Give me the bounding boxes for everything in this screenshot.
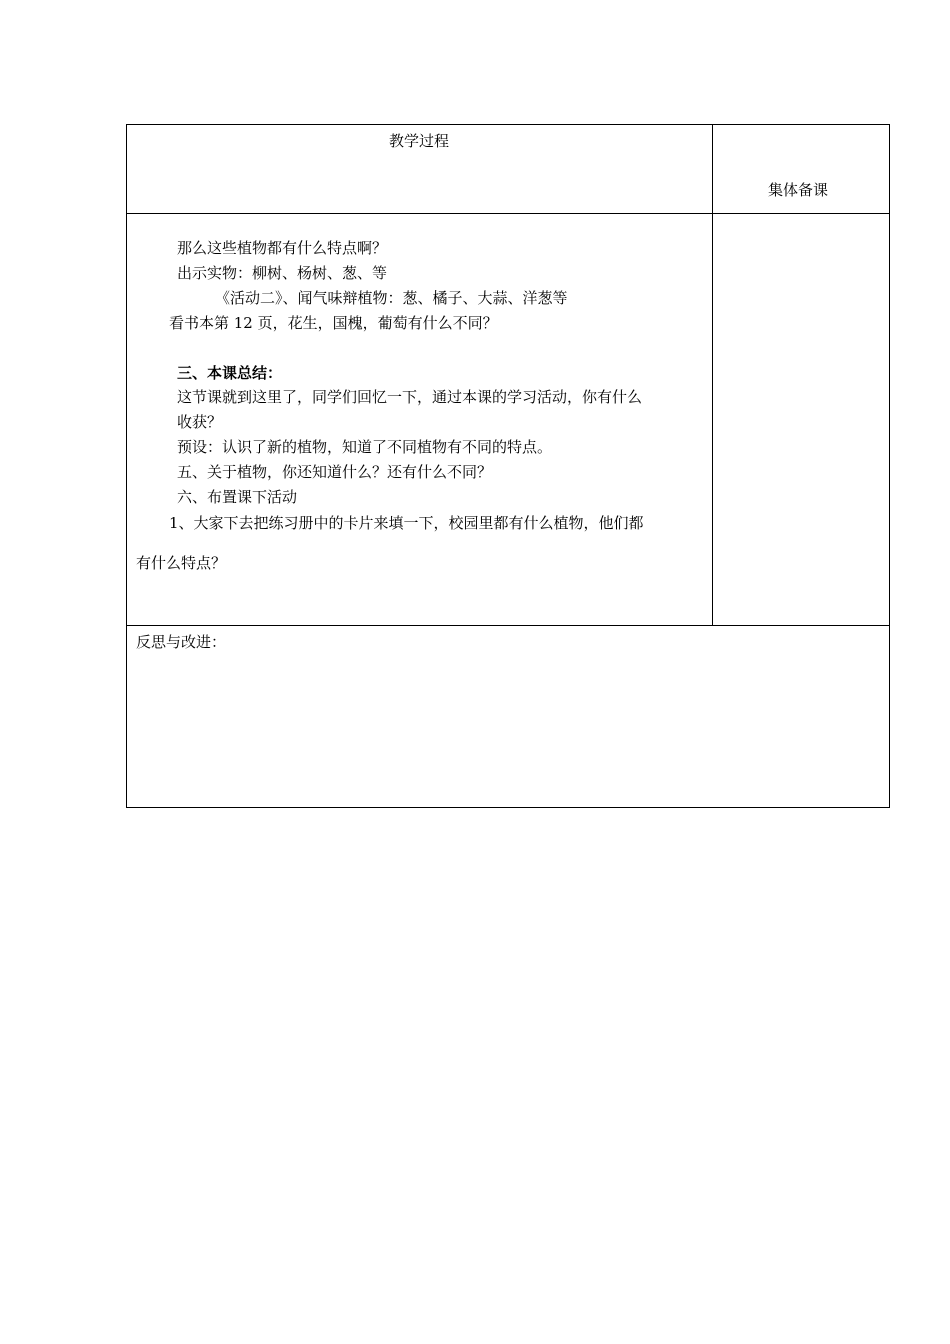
reflection-row-divider [127, 625, 889, 626]
content-line: 这节课就到这里了，同学们回忆一下，通过本课的学习活动，你有什么 [177, 388, 643, 406]
teaching-process-header: 教学过程 [389, 132, 450, 150]
content-line: 《活动二》、闻气味辩植物：葱、橘子、大蒜、洋葱等 [215, 289, 568, 307]
content-line: 那么这些植物都有什么特点啊？ [177, 239, 388, 257]
header-row-divider [127, 213, 889, 214]
column-divider [712, 125, 713, 625]
content-line: 预设：认识了新的植物，知道了不同植物有不同的特点。 [177, 438, 553, 456]
section-heading: 三、本课总结： [177, 364, 283, 382]
content-line: 有什么特点？ [136, 554, 227, 572]
collective-prep-header: 集体备课 [768, 181, 829, 199]
lesson-plan-table [126, 124, 890, 808]
content-line: 六、布置课下活动 [177, 488, 298, 506]
content-line: 收获？ [177, 413, 223, 431]
content-line: 五、关于植物，你还知道什么？还有什么不同？ [177, 463, 493, 481]
content-line: 看书本第 12 页，花生，国槐，葡萄有什么不同？ [169, 314, 498, 332]
reflection-label: 反思与改进： [136, 633, 227, 651]
content-line: 出示实物：柳树、杨树、葱、等 [177, 264, 388, 282]
content-line: 1、大家下去把练习册中的卡片来填一下，校园里都有什么植物，他们都 [169, 514, 644, 532]
